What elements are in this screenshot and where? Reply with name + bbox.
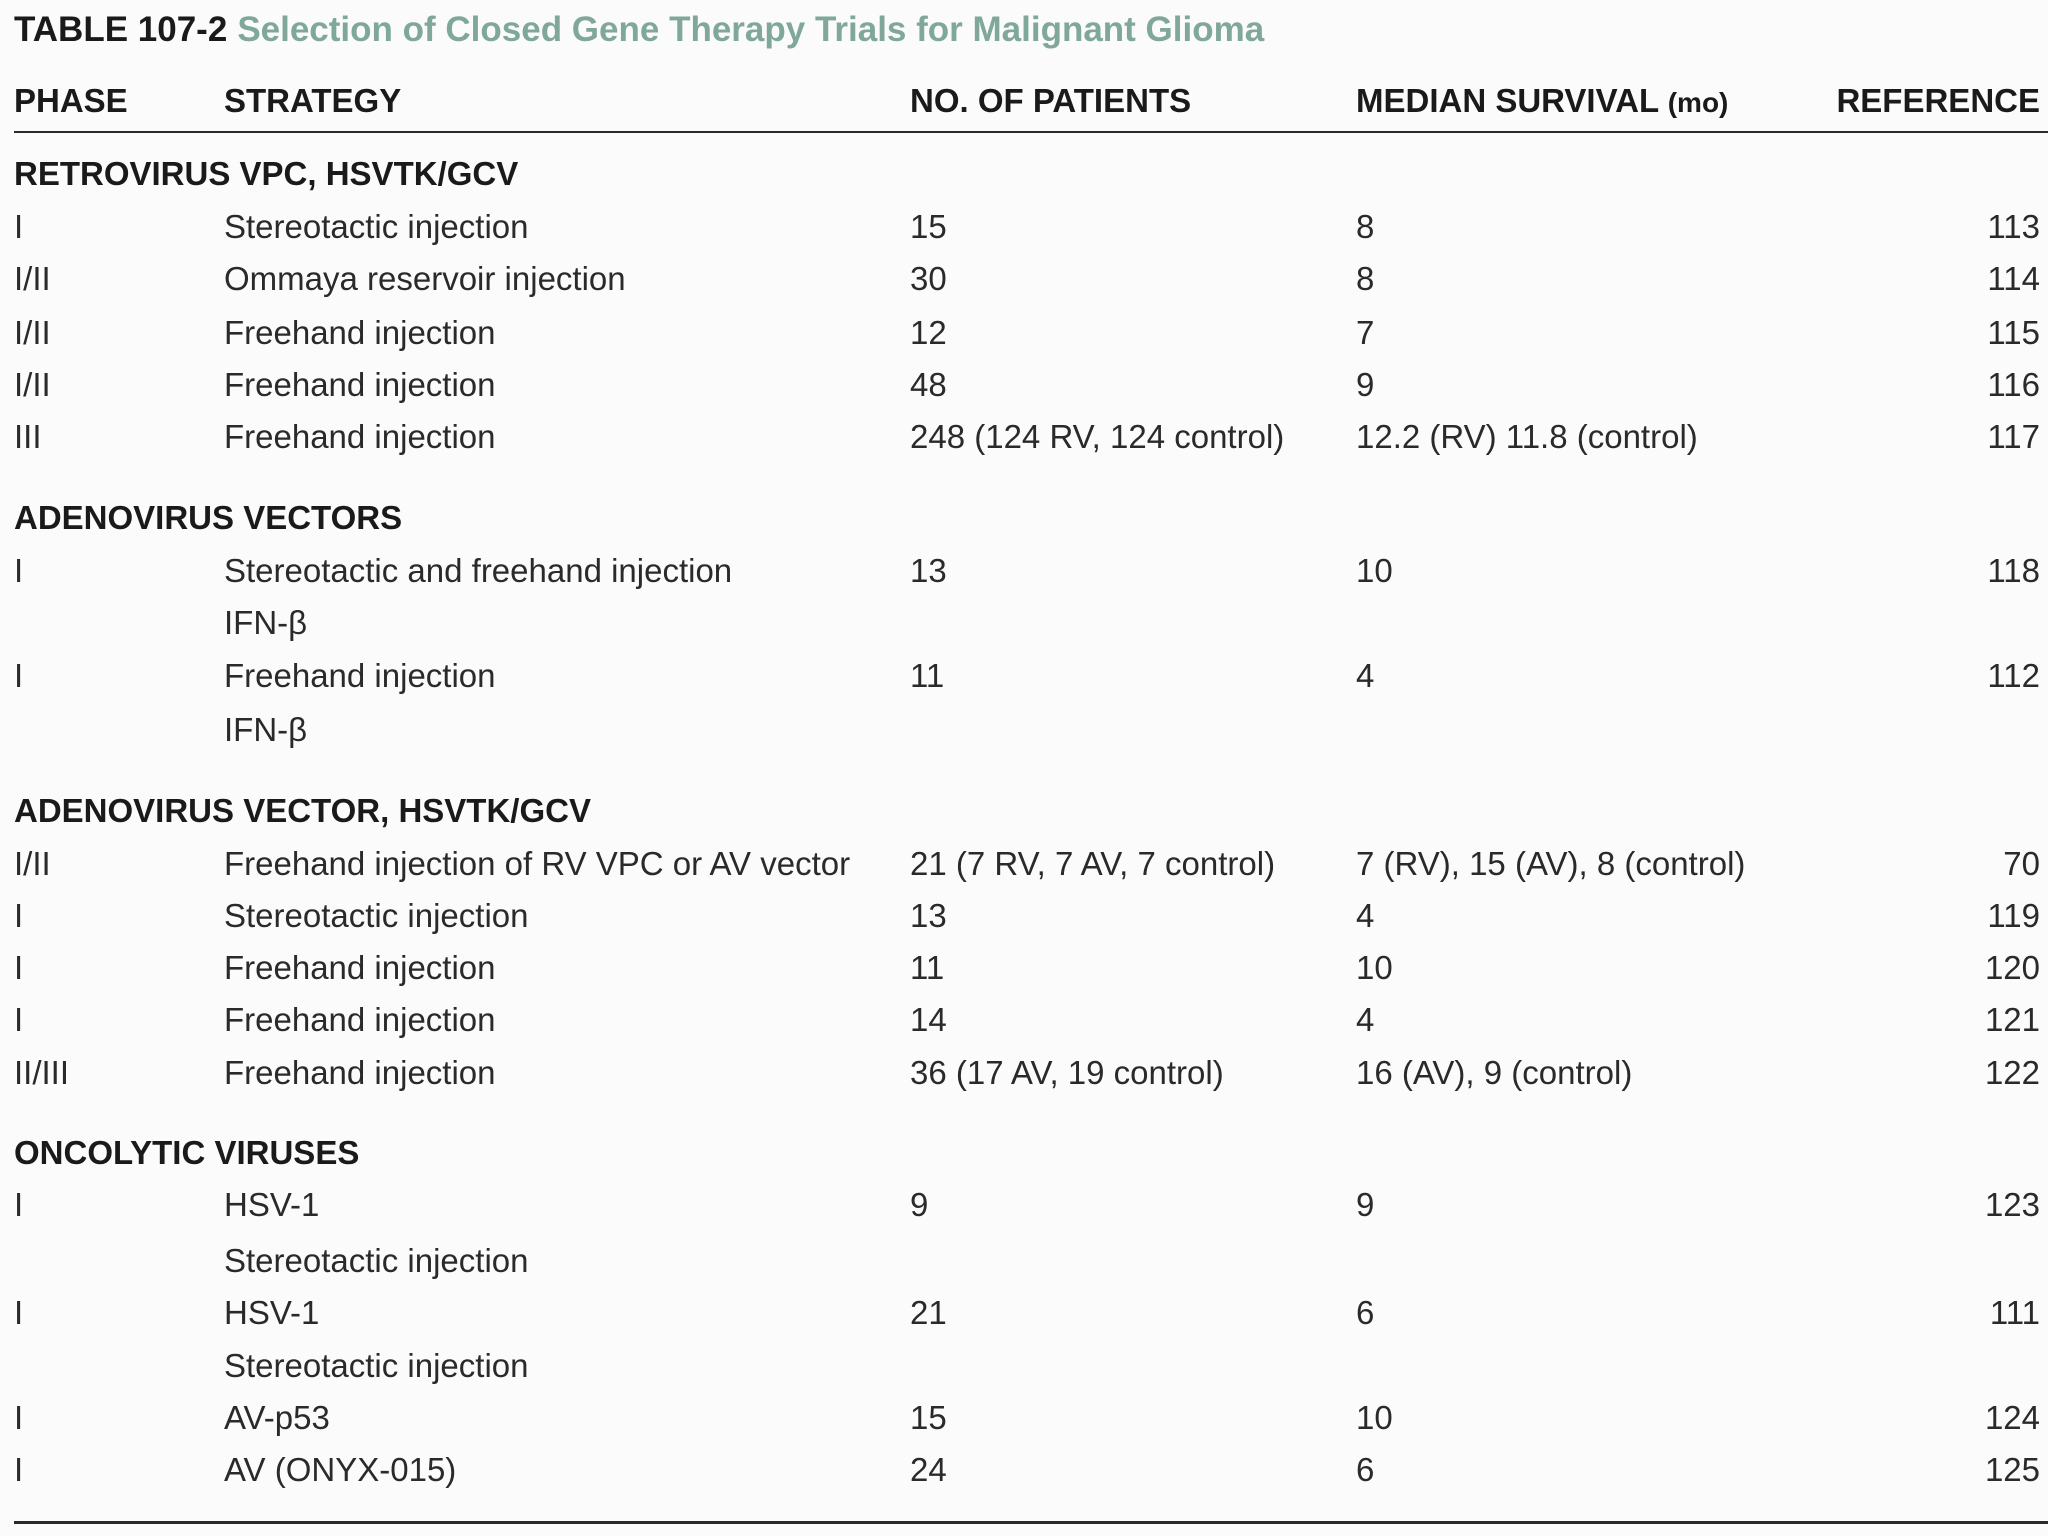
section-title [14,1129,359,1177]
table-row [0,255,2048,303]
table-row [0,413,2048,461]
header-patients: NO. OF PATIENTS [910,82,1192,119]
cell-survival: 9 [1356,366,1375,403]
cell-reference: 122 [1984,1054,2040,1091]
cell-reference: 115 [1987,314,2040,351]
cell-phase: I [14,1186,24,1223]
cell-strategy-sub: Stereotactic injection [224,1242,529,1279]
cell-survival: 7 (RV), 15 (AV), 8 (control) [1356,845,1746,882]
cell-phase: I [14,1399,24,1436]
cell-reference: 121 [1984,1001,2040,1038]
table-row [0,892,2048,940]
cell-phase: I/II [14,845,51,882]
cell-strategy: Freehand injection [224,1001,496,1038]
cell-reference: 112 [1987,657,2040,694]
cell-strategy: Freehand injection [224,1054,496,1091]
cell-survival: 6 [1356,1451,1375,1488]
cell-reference: 111 [1989,1294,2040,1331]
table-bottom-rule [14,1521,2048,1524]
cell-reference: 119 [1987,897,2040,934]
cell-survival: 12.2 (RV) 11.8 (control) [1356,418,1698,455]
cell-survival: 4 [1356,1001,1375,1038]
cell-patients: 14 [910,1001,947,1038]
table-row [0,361,2048,409]
cell-strategy-sub: IFN-β [224,604,308,641]
cell-survival: 8 [1356,260,1375,297]
cell-reference: 116 [1987,366,2040,403]
cell-phase: I/II [14,260,51,297]
section-title-text: ONCOLYTIC VIRUSES [14,1134,360,1171]
cell-reference: 117 [1987,418,2040,455]
table-row [0,996,2048,1044]
cell-patients: 12 [910,314,947,351]
cell-survival: 10 [1356,949,1393,986]
cell-strategy: Freehand injection [224,314,496,351]
header-strategy: STRATEGY [224,82,402,119]
cell-survival: 8 [1356,208,1375,245]
table-row [0,1181,2048,1229]
cell-phase: I [14,208,24,245]
cell-reference: 124 [1984,1399,2040,1436]
cell-reference: 118 [1987,552,2040,589]
cell-patients: 11 [910,657,945,694]
cell-patients: 15 [910,208,947,245]
cell-phase: III [14,418,42,455]
cell-survival: 9 [1356,1186,1375,1223]
cell-phase: I [14,949,24,986]
section-title-text: ADENOVIRUS VECTORS [14,499,403,536]
cell-patients: 30 [910,260,947,297]
table-row [0,652,2048,700]
table-caption: Selection of Closed Gene Therapy Trials for Malignant Glioma [237,10,1265,49]
table-row [0,1394,2048,1442]
cell-strategy: Stereotactic injection [224,897,529,934]
table-header-row [0,76,2048,126]
table-row [0,944,2048,992]
cell-strategy: Stereotactic and freehand injection [224,552,733,589]
cell-patients: 9 [910,1186,929,1223]
cell-reference: 114 [1987,260,2040,297]
cell-strategy: Freehand injection [224,949,496,986]
header-rule [14,131,2048,133]
table-row [0,1446,2048,1494]
table-row [0,840,2048,888]
table-number: TABLE 107-2 [14,10,228,49]
cell-strategy: Freehand injection [224,657,496,694]
section-title [14,150,518,198]
cell-patients: 248 (124 RV, 124 control) [910,418,1285,455]
cell-patients: 13 [910,552,947,589]
header-survival-unit: (mo) [1667,87,1729,118]
cell-survival: 4 [1356,897,1375,934]
cell-reference: 120 [1984,949,2040,986]
cell-survival: 10 [1356,552,1393,589]
table-row [0,547,2048,595]
cell-survival: 6 [1356,1294,1375,1331]
table-row [0,1049,2048,1097]
cell-phase: II/III [14,1054,70,1091]
table-row [0,1289,2048,1337]
header-reference: REFERENCE [1836,82,2040,119]
cell-survival: 16 (AV), 9 (control) [1356,1054,1633,1091]
table-title [14,6,1264,54]
cell-strategy: Stereotactic injection [224,208,529,245]
header-phase: PHASE [14,82,128,119]
cell-survival: 7 [1356,314,1375,351]
cell-patients: 24 [910,1451,947,1488]
cell-reference: 70 [2003,845,2040,882]
cell-reference: 123 [1984,1186,2040,1223]
cell-patients: 48 [910,366,947,403]
table-row [0,203,2048,251]
section-title-text: RETROVIRUS VPC, HSVTK/GCV [14,155,519,192]
cell-strategy-sub: Stereotactic injection [224,1347,529,1384]
cell-phase: I [14,1451,24,1488]
cell-phase: I/II [14,314,51,351]
cell-phase: I [14,552,24,589]
section-title-text: ADENOVIRUS VECTOR, HSVTK/GCV [14,792,591,829]
cell-survival: 4 [1356,657,1375,694]
cell-patients: 36 (17 AV, 19 control) [910,1054,1224,1091]
section-title [14,494,402,542]
cell-strategy: Ommaya reservoir injection [224,260,626,297]
section-title [14,787,591,835]
cell-patients: 15 [910,1399,947,1436]
header-survival [1356,76,1728,128]
table-row [0,309,2048,357]
header-survival-label: MEDIAN SURVIVAL [1356,82,1659,119]
cell-strategy-sub: IFN-β [224,711,308,748]
cell-strategy: Freehand injection [224,418,496,455]
cell-strategy: Freehand injection of RV VPC or AV vector [224,845,851,882]
cell-patients: 11 [910,949,945,986]
cell-strategy: AV-p53 [224,1399,330,1436]
cell-reference: 125 [1984,1451,2040,1488]
cell-patients: 21 [910,1294,947,1331]
cell-strategy: Freehand injection [224,366,496,403]
cell-reference: 113 [1987,208,2040,245]
cell-phase: I [14,657,24,694]
cell-phase: I [14,1294,24,1331]
cell-phase: I [14,897,24,934]
cell-patients: 13 [910,897,947,934]
cell-phase: I [14,1001,24,1038]
cell-strategy: AV (ONYX-015) [224,1451,457,1488]
cell-strategy: HSV-1 [224,1186,320,1223]
cell-strategy: HSV-1 [224,1294,320,1331]
cell-survival: 10 [1356,1399,1393,1436]
cell-phase: I/II [14,366,51,403]
cell-patients: 21 (7 RV, 7 AV, 7 control) [910,845,1276,882]
